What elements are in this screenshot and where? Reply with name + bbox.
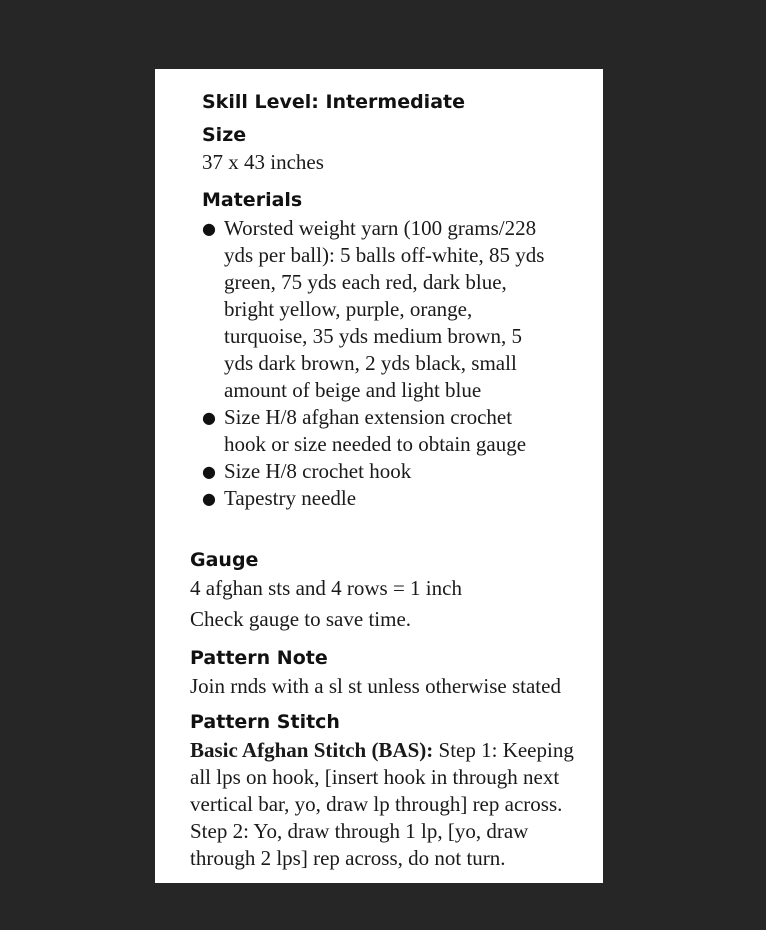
pattern-note-text: Join rnds with a sl st unless otherwise stated [190,674,561,698]
size-heading: Size [202,124,247,146]
list-item [202,215,544,404]
stitch-line [190,737,574,764]
material-line: Size H/8 afghan extension crochet [224,405,513,429]
bullet-icon: ● [202,408,216,427]
material-line: amount of beige and light blue [224,378,482,402]
stitch-first-line: Step 1: Keeping [433,738,574,762]
bullet-icon: ● [202,489,216,508]
stitch-line: Step 2: Yo, draw through 1 lp, [yo, draw [190,819,529,843]
material-line: green, 75 yds each red, dark blue, [224,270,507,294]
bullet-icon: ● [202,219,216,238]
stitch-line: all lps on hook, [insert hook in through next [190,765,560,789]
size-text: 37 x 43 inches [202,150,324,174]
pattern-note-heading: Pattern Note [190,647,328,669]
list-item [202,458,544,485]
skill-level-heading: Skill Level: Intermediate [202,91,465,113]
stitch-line: vertical bar, yo, draw lp through] rep across. [190,792,563,816]
material-line: bright yellow, purple, orange, [224,297,473,321]
pattern-page [155,69,603,883]
gauge-line: 4 afghan sts and 4 rows = 1 inch [190,576,462,600]
bullet-icon: ● [202,462,216,481]
gauge-heading: Gauge [190,549,259,571]
stitch-term: Basic Afghan Stitch (BAS): [190,738,434,762]
pattern-stitch-text [190,737,574,872]
list-item [202,485,544,512]
material-line: turquoise, 35 yds medium brown, 5 [224,324,523,348]
material-line: yds dark brown, 2 yds black, small [224,351,517,375]
material-line: Size H/8 crochet hook [224,459,412,483]
material-line: yds per ball): 5 balls off-white, 85 yds [224,243,545,267]
material-line: hook or size needed to obtain gauge [224,432,527,456]
gauge-line: Check gauge to save time. [190,607,412,631]
material-line: Worsted weight yarn (100 grams/228 [224,216,537,240]
material-line: Tapestry needle [224,486,357,510]
pattern-stitch-heading: Pattern Stitch [190,711,340,733]
materials-heading: Materials [202,189,303,211]
stitch-line: through 2 lps] rep across, do not turn. [190,846,506,870]
materials-list [202,215,544,512]
list-item [202,404,544,458]
